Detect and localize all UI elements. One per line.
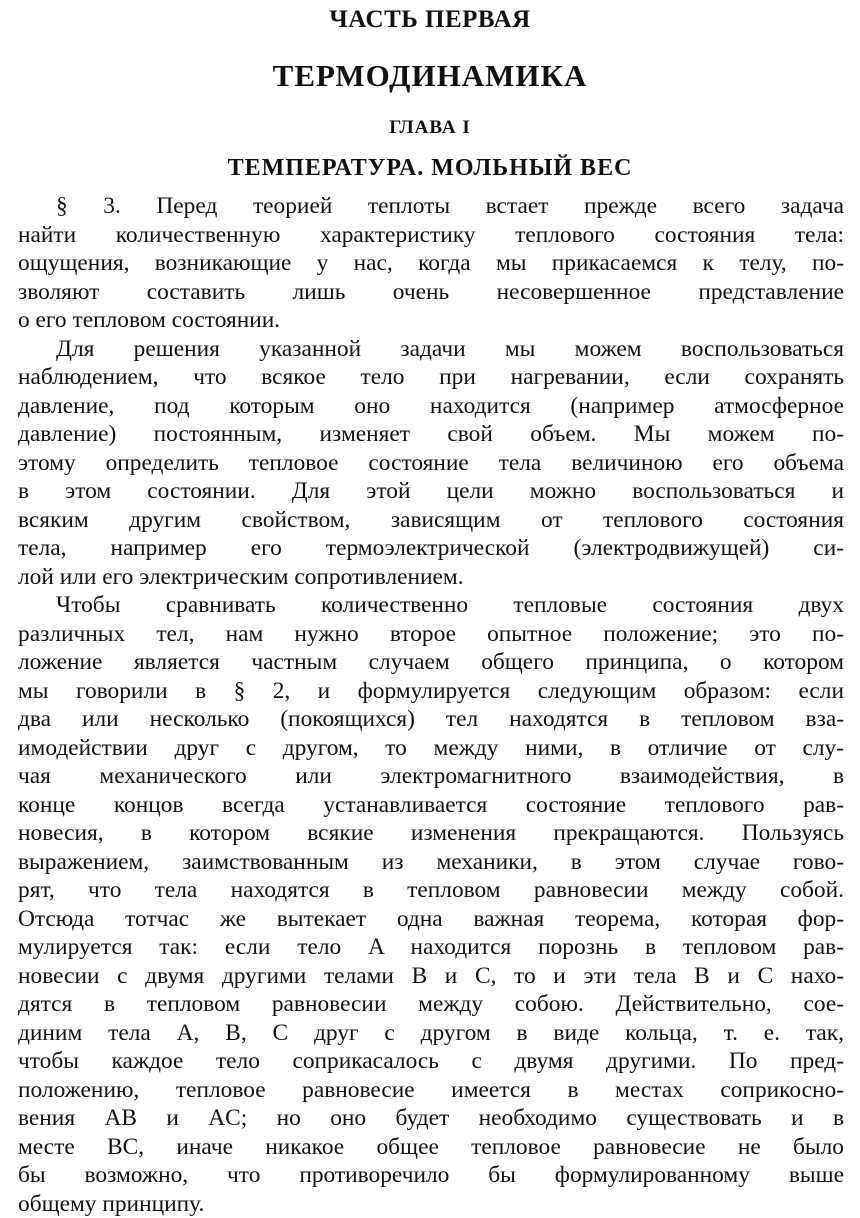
section-title: ТЕРМОДИНАМИКА (0, 58, 860, 94)
text-line: месте BC, иначе никакое общее тепловое равновесие не было (18, 1133, 844, 1162)
text-line: различных тел, нам нужно второе опытное положение; это по- (18, 620, 844, 649)
text-line: тела, например его термоэлектрической (электродвижущей) си- (18, 534, 844, 563)
text-line: имодействии друг с другом, то между ними, в отличие от слу- (18, 734, 844, 763)
paragraph-1 (18, 192, 844, 335)
chapter-label: ГЛАВА I (0, 117, 860, 139)
text-line: ложение является частным случаем общего принципа, о котором (18, 648, 844, 677)
text-line: вения AB и AC; но оно будет необходимо существовать и в (18, 1104, 844, 1133)
text-line: давление, под которым оно находится (например атмосферное (18, 392, 844, 421)
text-line: всяким другим свойством, зависящим от теплового состояния (18, 506, 844, 535)
text-line: новесии с двумя другими телами B и C, то и эти тела B и C нахо- (18, 962, 844, 991)
text-line: Для решения указанной задачи мы можем воспользоваться (18, 335, 844, 364)
text-line: о его тепловом состоянии. (18, 306, 844, 335)
part-title: ЧАСТЬ ПЕРВАЯ (0, 6, 860, 34)
text-line: выражением, заимствованным из механики, в этом случае гово- (18, 848, 844, 877)
text-line: общему принципу. (18, 1190, 844, 1218)
text-line: дятся в тепловом равновесии между собою. Действительно, сое- (18, 990, 844, 1019)
text-line: ощущения, возникающие у нас, когда мы прикасаемся к телу, по- (18, 249, 844, 278)
text-line: диним тела A, B, C друг с другом в виде кольца, т. е. так, (18, 1019, 844, 1048)
text-line: Чтобы сравнивать количественно тепловые состояния двух (18, 591, 844, 620)
body-text (18, 192, 844, 1218)
text-line: лой или его электрическим сопротивлением. (18, 563, 844, 592)
paragraph-3 (18, 591, 844, 1218)
text-line: бы возможно, что противоречило бы формулированному выше (18, 1161, 844, 1190)
text-line: в этом состоянии. Для этой цели можно воспользоваться и (18, 477, 844, 506)
text-line: новесия, в котором всякие изменения прекращаются. Пользуясь (18, 819, 844, 848)
text-line: положению, тепловое равновесие имеется в местах соприкосно- (18, 1076, 844, 1105)
text-line: зволяют составить лишь очень несовершенное представление (18, 278, 844, 307)
text-line: чая механического или электромагнитного взаимодействия, в (18, 762, 844, 791)
text-line: конце концов всегда устанавливается состояние теплового рав- (18, 791, 844, 820)
text-line: мы говорили в § 2, и формулируется следующим образом: если (18, 677, 844, 706)
chapter-title: ТЕМПЕРАТУРА. МОЛЬНЫЙ ВЕС (0, 155, 860, 182)
text-line: мулируется так: если тело A находится порознь в тепловом рав- (18, 933, 844, 962)
text-line: Отсюда тотчас же вытекает одна важная теорема, которая фор- (18, 905, 844, 934)
paragraph-2 (18, 335, 844, 592)
text-line: чтобы каждое тело соприкасалось с двумя другими. По пред- (18, 1047, 844, 1076)
text-line: два или несколько (покоящихся) тел находятся в тепловом вза- (18, 705, 844, 734)
text-line: найти количественную характеристику теплового состояния тела: (18, 221, 844, 250)
text-line: этому определить тепловое состояние тела величиною его объема (18, 449, 844, 478)
text-line: давление) постоянным, изменяет свой объем. Мы можем по- (18, 420, 844, 449)
text-line: наблюдением, что всякое тело при нагревании, если сохранять (18, 363, 844, 392)
text-line: § 3. Перед теорией теплоты встает прежде всего задача (18, 192, 844, 221)
text-line: рят, что тела находятся в тепловом равновесии между собой. (18, 876, 844, 905)
